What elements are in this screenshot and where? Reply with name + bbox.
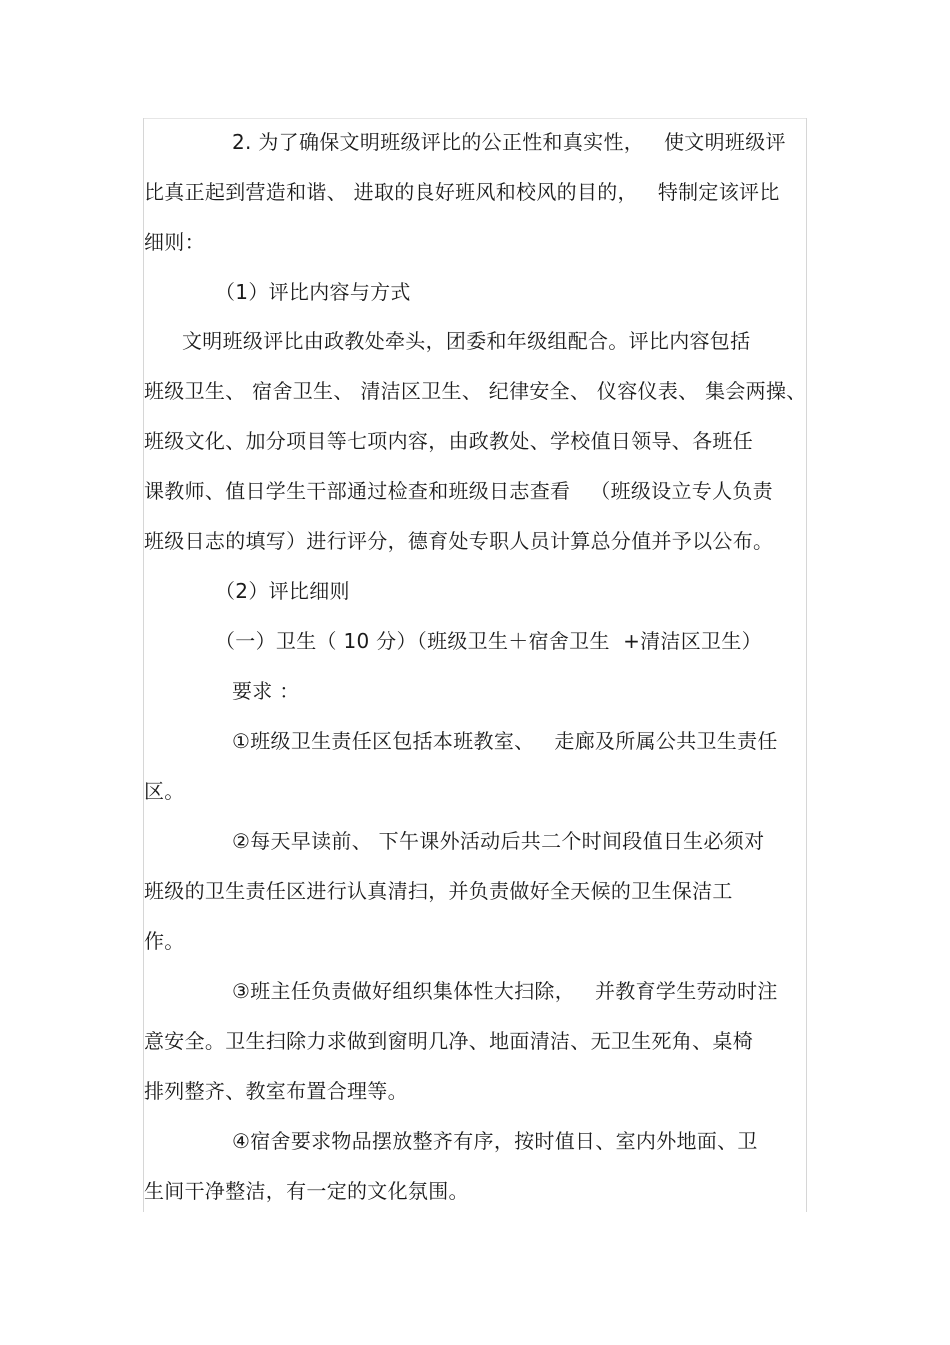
paragraph-line: 要求 ： xyxy=(232,679,300,703)
frame-top-border xyxy=(143,118,807,119)
paragraph-line: ③班主任负责做好组织集体性大扫除， 并教育学生劳动时注 xyxy=(232,979,778,1003)
paragraph-line: ①班级卫生责任区包括本班教室、 走廊及所属公共卫生责任 xyxy=(232,729,778,753)
paragraph-line: 生间干净整洁，有一定的文化氛围。 xyxy=(144,1179,469,1203)
paragraph-line: 细则： xyxy=(144,230,205,254)
paragraph-line: 意安全。卫生扫除力求做到窗明几净、地面清洁、无卫生死角、桌椅 xyxy=(144,1029,753,1053)
paragraph-line: 课教师、值日学生干部通过检查和班级日志查看 （班级设立专人负责 xyxy=(144,479,773,503)
paragraph-line: 作。 xyxy=(144,929,185,953)
paragraph-line: 班级的卫生责任区进行认真清扫，并负责做好全天候的卫生保洁工 xyxy=(144,879,733,903)
paragraph-line: 2. 为了确保文明班级评比的公正性和真实性， 使文明班级评 xyxy=(232,130,786,154)
paragraph-line: 班级文化、加分项目等七项内容，由政教处、学校值日领导、各班任 xyxy=(144,429,753,453)
paragraph-line: 文明班级评比由政教处牵头，团委和年级组配合。评比内容包括 xyxy=(182,329,751,353)
paragraph-line: 排列整齐、教室布置合理等。 xyxy=(144,1079,408,1103)
paragraph-line: 班级日志的填写）进行评分，德育处专职人员计算总分值并予以公布。 xyxy=(144,529,774,553)
paragraph-line: 区。 xyxy=(144,779,185,803)
paragraph-line: 比真正起到营造和谐、 进取的良好班风和校风的目的， 特制定该评比 xyxy=(144,180,780,204)
paragraph-line: ④宿舍要求物品摆放整齐有序，按时值日、室内外地面、卫 xyxy=(232,1129,758,1153)
paragraph-line: 班级卫生、 宿舍卫生、 清洁区卫生、 纪律安全、 仪容仪表、 集会两操、 xyxy=(144,379,807,403)
section-heading: （2）评比细则 xyxy=(215,579,350,603)
paragraph-line: ②每天早读前、 下午课外活动后共二个时间段值日生必须对 xyxy=(232,829,765,853)
section-heading: （一）卫生（ 10 分）（班级卫生＋宿舍卫生 +清洁区卫生） xyxy=(215,629,762,653)
frame-right-border xyxy=(806,118,807,1212)
section-heading: （1）评比内容与方式 xyxy=(215,280,411,304)
